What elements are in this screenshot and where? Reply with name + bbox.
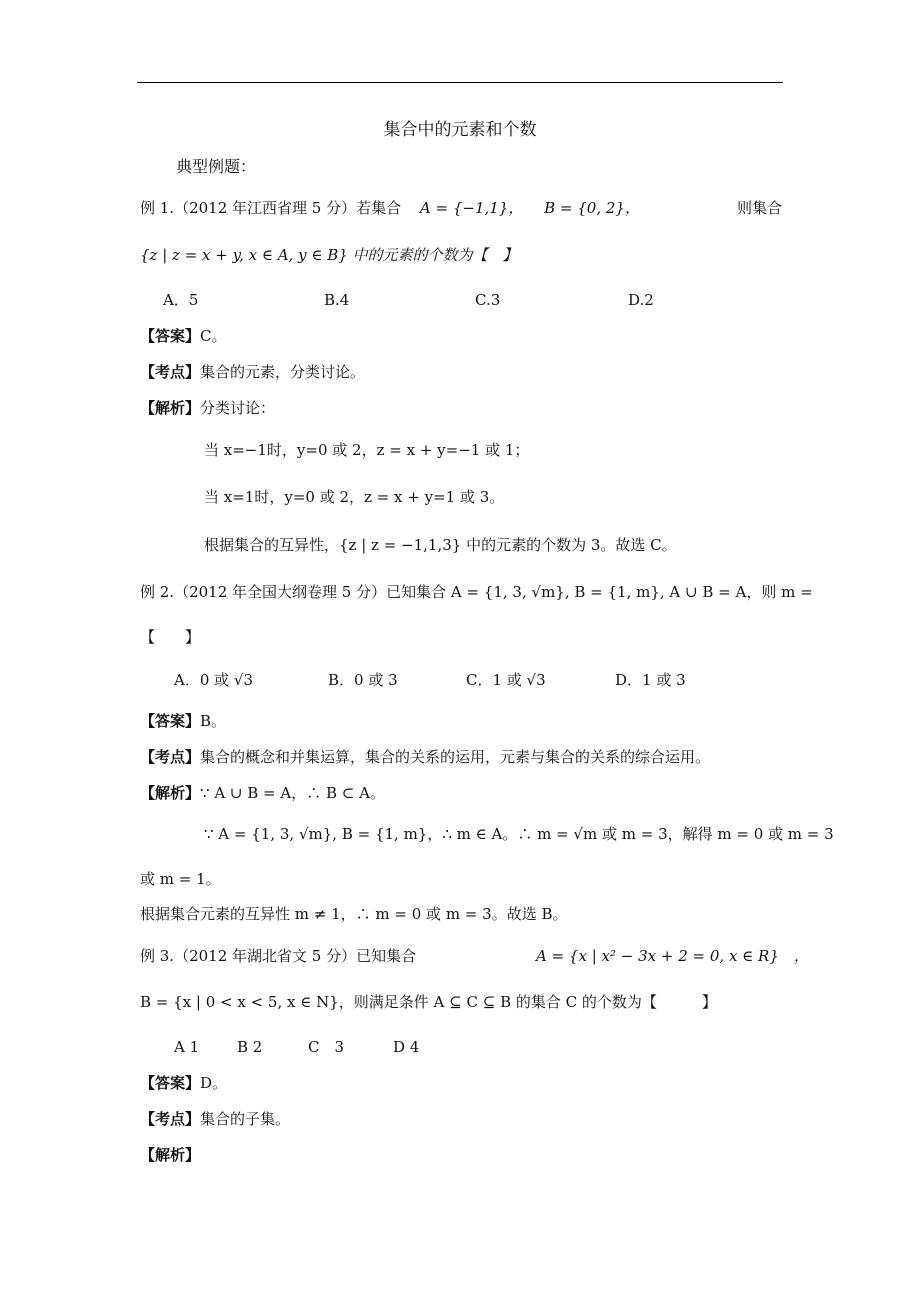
ex2-step: ∵ A = {1, 3, √m}, B = {1, m}，∴ m ∈ A。∴ m = √m 或 m = 3，解得 m = 0 或 m = 3 xyxy=(204,825,834,843)
ex3-head-text: 例 3.（2012 年湖北省文 5 分）已知集合 xyxy=(140,947,417,965)
ex1-head xyxy=(140,198,782,218)
answer-text: D。 xyxy=(200,1074,228,1092)
document-title: 集合中的元素和个数 xyxy=(383,120,537,140)
analysis-text: ∵ A ∪ B = A，∴ B ⊂ A。 xyxy=(200,784,385,802)
point-text: 集合的概念和并集运算，集合的关系的运用，元素与集合的关系的综合运用。 xyxy=(200,748,711,766)
ex3-line2: B = {x | 0 < x < 5, x ∈ N}，则满足条件 A ⊆ C ⊆ B 的集合 C 的个数为【 】 xyxy=(140,993,717,1011)
ex2-answer xyxy=(140,711,226,731)
ex2-option-c: C．1 或 √3 xyxy=(466,671,546,689)
point-text: 集合的子集。 xyxy=(200,1110,291,1128)
ex1-head-text: 例 1.（2012 年江西省理 5 分）若集合 xyxy=(140,199,402,217)
ex2-conclusion: 根据集合元素的互异性 m ≠ 1，∴ m = 0 或 m = 3。故选 B。 xyxy=(140,905,568,923)
ex1-option-d: D.2 xyxy=(628,291,654,309)
ex3-option-d: D 4 xyxy=(393,1038,420,1056)
ex2-point xyxy=(140,747,710,767)
ex1-case1: 当 x=−1时，y=0 或 2，z = x + y=−1 或 1； xyxy=(204,441,530,459)
ex1-conclusion: 根据集合的互异性，{z | z = −1,1,3} 中的元素的个数为 3。故选 C。 xyxy=(204,536,677,554)
ex3-option-a: A 1 xyxy=(174,1038,200,1056)
point-tag: 【考点】 xyxy=(140,748,201,766)
ex3-option-c: C 3 xyxy=(308,1038,345,1056)
answer-text: C。 xyxy=(200,327,227,345)
point-text: 集合的元素，分类讨论。 xyxy=(200,363,366,381)
ex3-option-b: B 2 xyxy=(237,1038,263,1056)
analysis-tag: 【解析】 xyxy=(140,399,201,417)
section-heading: 典型例题： xyxy=(176,157,257,176)
ex2-bracket: 【 】 xyxy=(140,628,201,646)
ex1-line2: {z | z = x + y, x ∈ A, y ∈ B} 中的元素的个数为【 】 xyxy=(140,246,518,264)
ex3-head xyxy=(140,946,809,966)
ex3-point xyxy=(140,1109,290,1129)
ex3-set-a: A = {x | x² − 3x + 2 = 0, x ∈ R} ， xyxy=(536,947,809,965)
ex2-step2: 或 m = 1。 xyxy=(140,870,221,888)
ex1-head-tail: 则集合 xyxy=(736,199,782,217)
header-rule xyxy=(137,82,783,83)
ex2-option-d: D．1 或 3 xyxy=(615,671,686,689)
ex1-option-c: C.3 xyxy=(475,291,501,309)
ex1-option-b: B.4 xyxy=(324,291,350,309)
ex2-option-a: A．0 或 √3 xyxy=(174,671,254,689)
analysis-tag: 【解析】 xyxy=(140,784,201,802)
analysis-tag: 【解析】 xyxy=(140,1146,201,1164)
answer-tag: 【答案】 xyxy=(140,327,201,345)
analysis-text: 分类讨论： xyxy=(200,399,276,417)
ex1-point xyxy=(140,362,365,382)
ex1-case2: 当 x=1时，y=0 或 2，z = x + y=1 或 3。 xyxy=(204,488,505,506)
ex2-option-b: B．0 或 3 xyxy=(328,671,398,689)
answer-text: B。 xyxy=(200,712,227,730)
ex1-set-a: A = {−1,1}， xyxy=(419,199,524,217)
answer-tag: 【答案】 xyxy=(140,1074,201,1092)
point-tag: 【考点】 xyxy=(140,1110,201,1128)
ex1-set-b: B = {0, 2}， xyxy=(544,199,640,217)
ex3-analysis xyxy=(140,1145,200,1165)
ex1-analysis xyxy=(140,398,275,418)
point-tag: 【考点】 xyxy=(140,363,201,381)
ex2-head: 例 2.（2012 年全国大纲卷理 5 分）已知集合 A = {1, 3, √m}, B = {1, m}, A ∪ B = A，则 m = xyxy=(140,583,813,601)
ex1-option-a: A．5 xyxy=(163,291,199,309)
ex2-analysis xyxy=(140,783,385,803)
answer-tag: 【答案】 xyxy=(140,712,201,730)
ex3-answer xyxy=(140,1073,227,1093)
ex1-answer xyxy=(140,326,227,346)
